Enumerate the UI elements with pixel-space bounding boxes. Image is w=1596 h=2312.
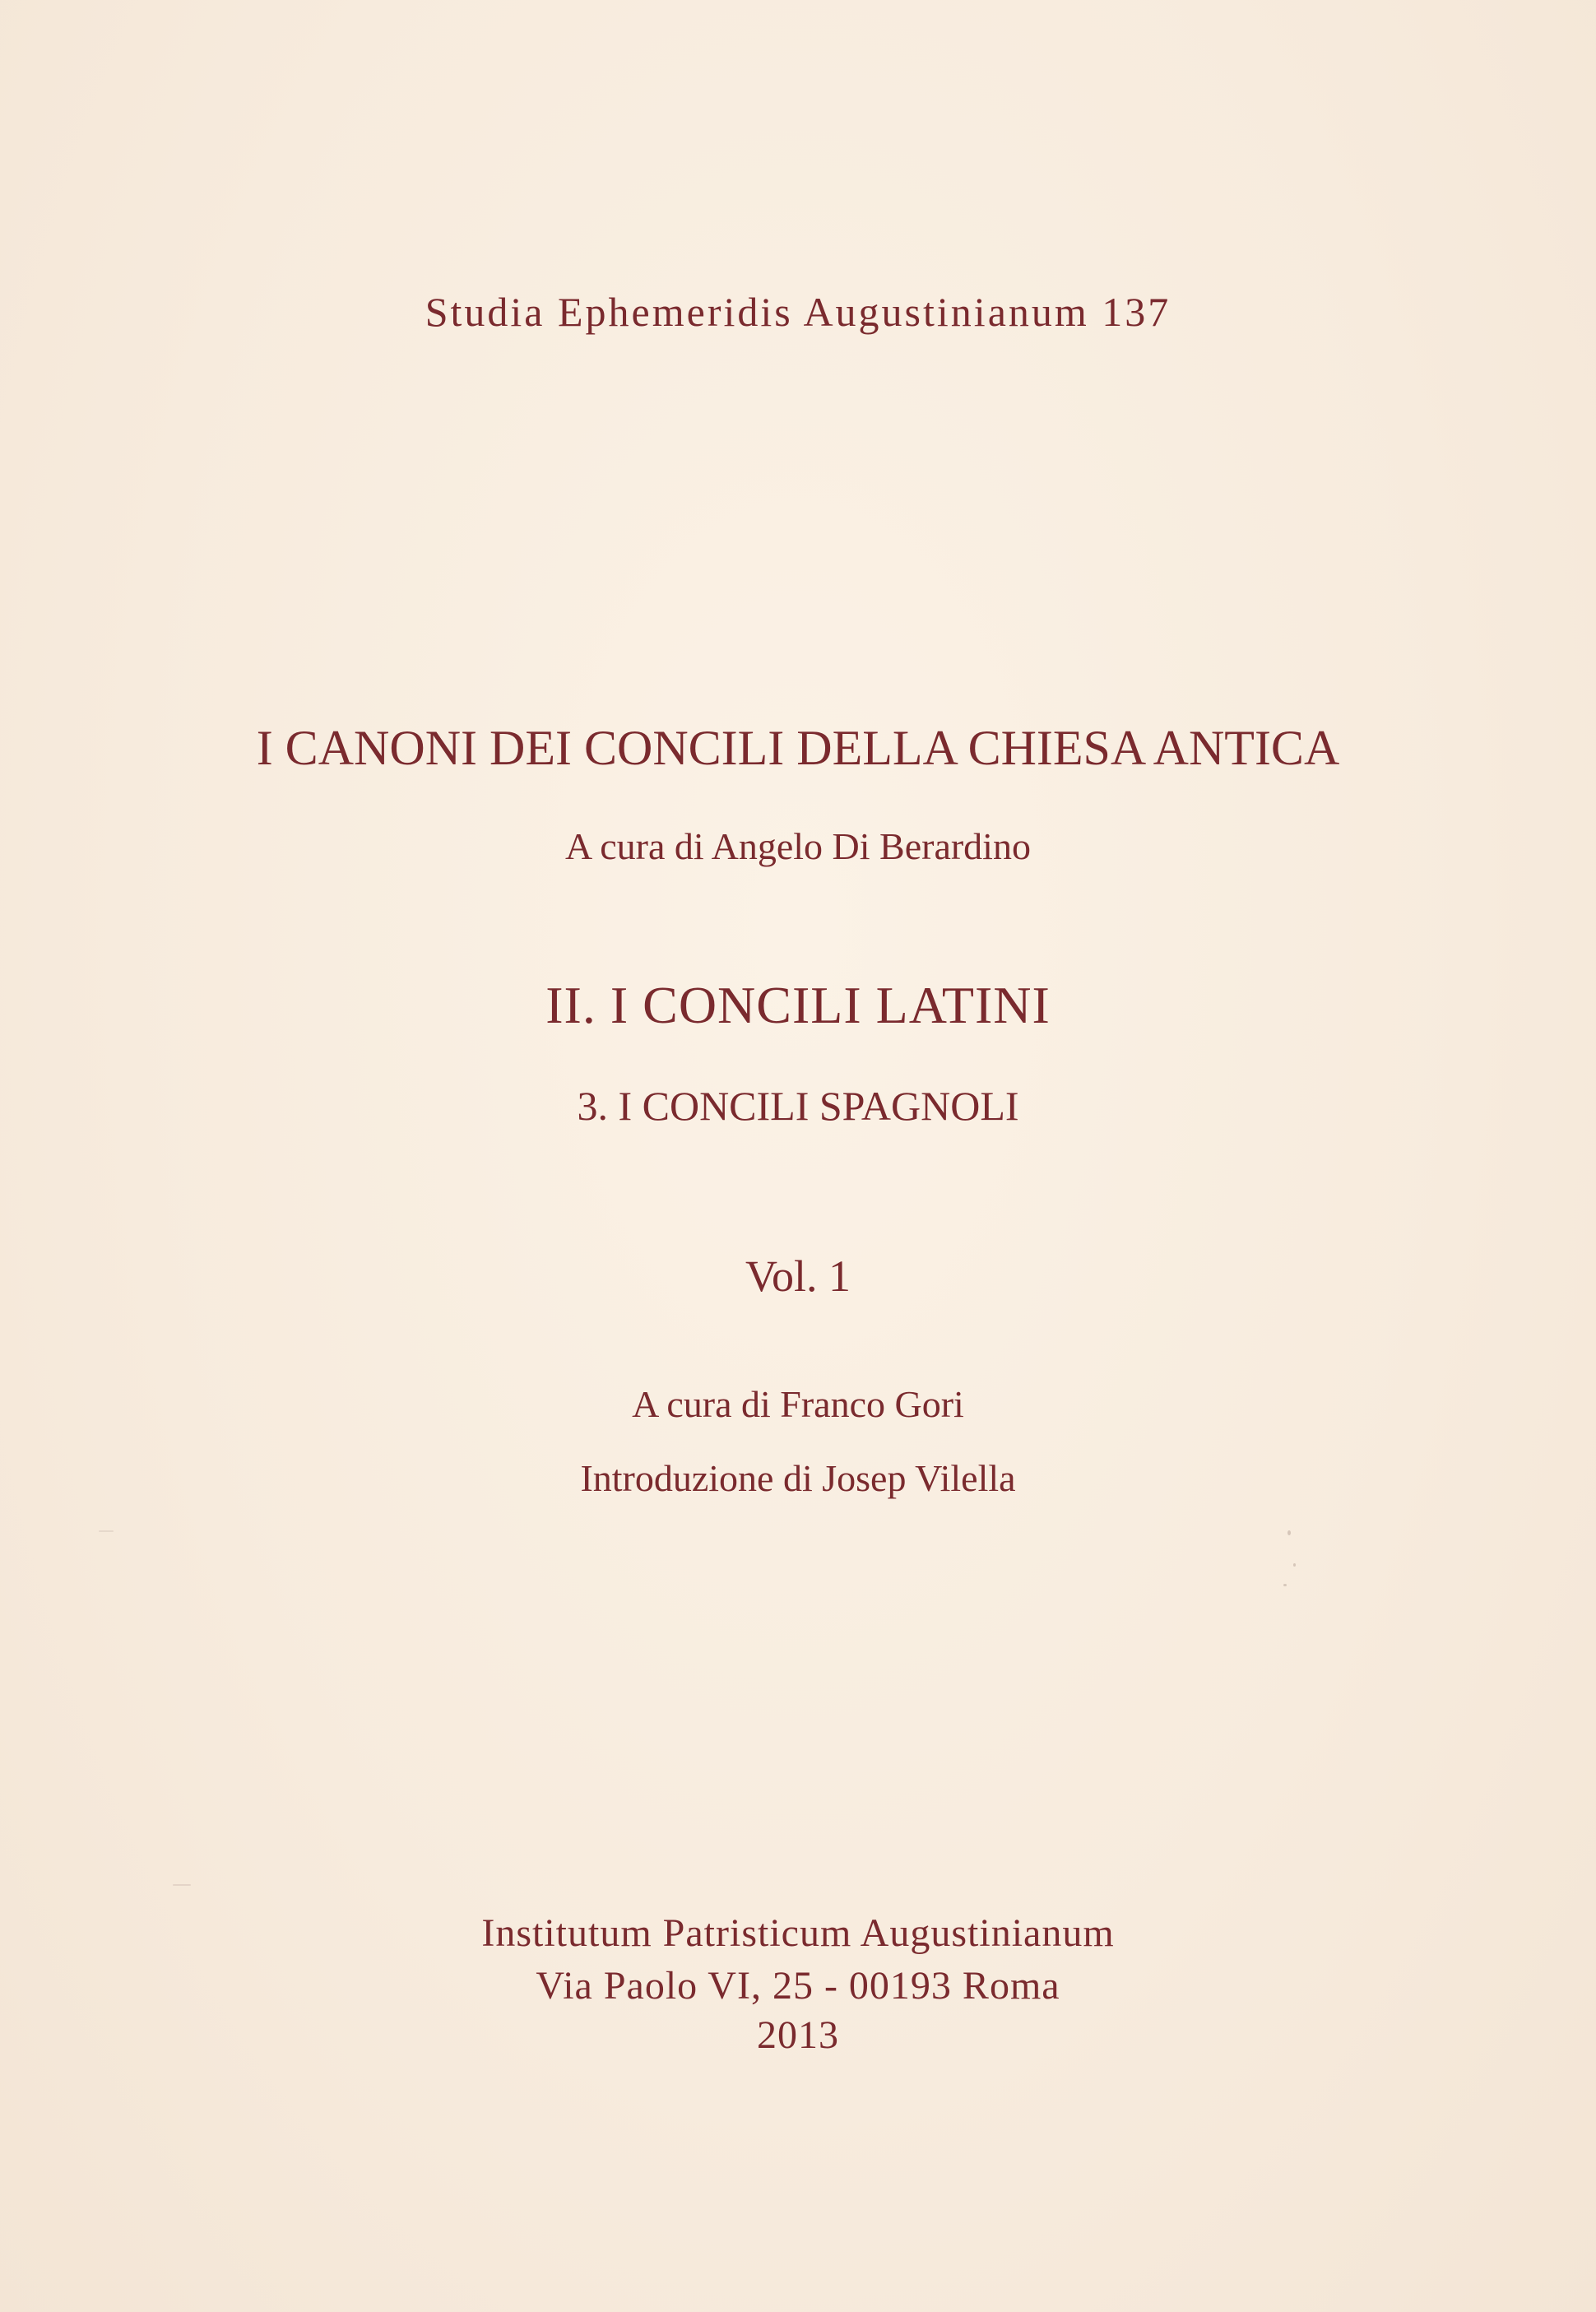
work-title: I CANONI DEI CONCILI DELLA CHIESA ANTICA <box>256 721 1340 775</box>
publisher-address: Via Paolo VI, 25 - 00193 Roma <box>536 1964 1060 2008</box>
general-editor: A cura di Angelo Di Berardino <box>565 825 1031 867</box>
paper-speck <box>1287 1530 1291 1535</box>
series-title: Studia Ephemeridis Augustinianum 137 <box>425 289 1171 335</box>
volume-editor: A cura di Franco Gori <box>632 1383 964 1425</box>
paper-speck <box>173 1884 191 1886</box>
paper-speck <box>1293 1563 1296 1567</box>
paper-speck <box>1283 1584 1287 1586</box>
volume-label: Vol. 1 <box>745 1251 851 1301</box>
part-title: II. I CONCILI LATINI <box>545 976 1051 1034</box>
introduction-credit: Introduzione di Josep Vilella <box>580 1457 1016 1499</box>
publisher-name: Institutum Patristicum Augustinianum <box>481 1911 1115 1955</box>
paper-speck <box>99 1530 114 1532</box>
publication-year: 2013 <box>757 2013 839 2057</box>
section-title: 3. I CONCILI SPAGNOLI <box>577 1083 1019 1129</box>
